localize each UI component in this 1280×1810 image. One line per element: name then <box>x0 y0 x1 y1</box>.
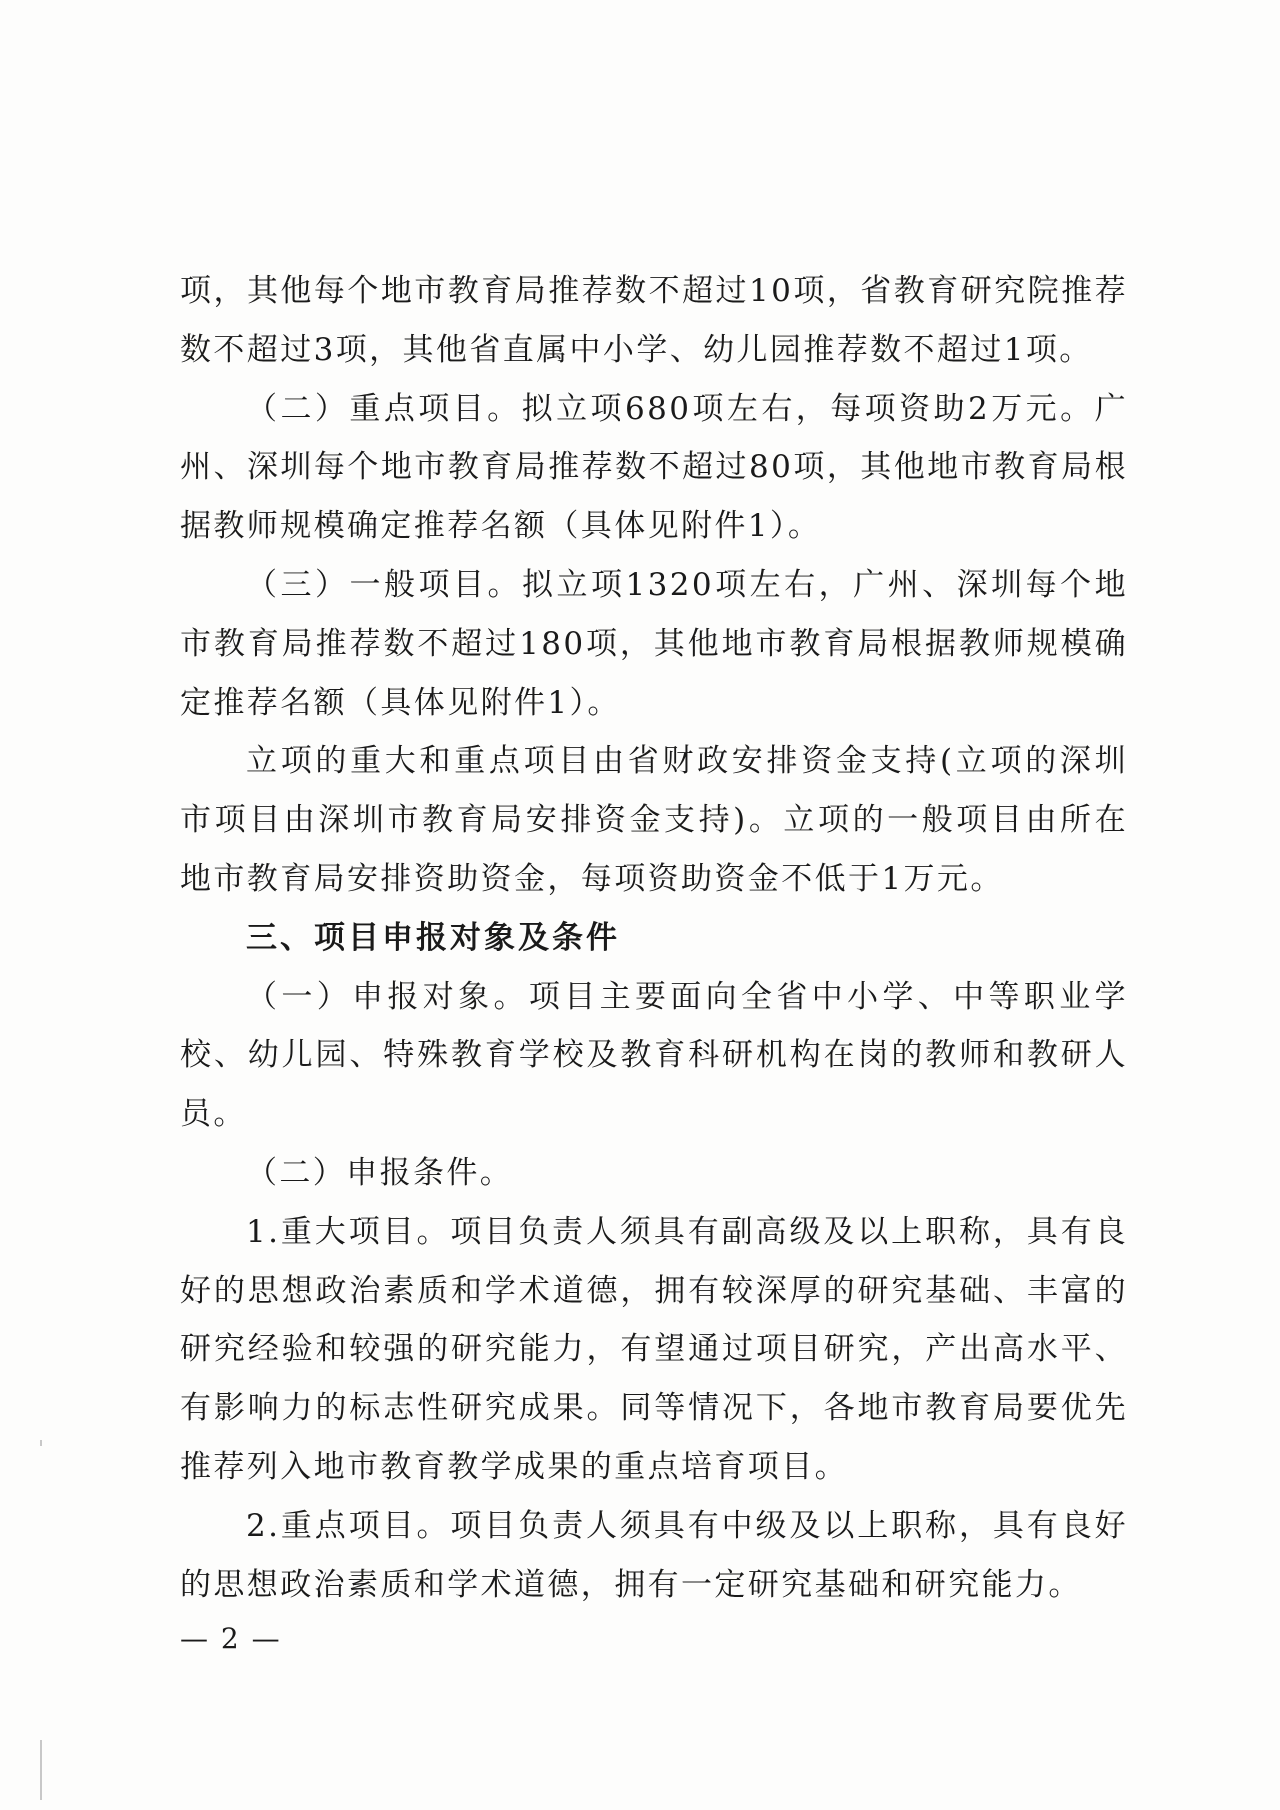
section-heading: 三、项目申报对象及条件 <box>246 919 620 956</box>
paragraph-applicants: （一）申报对象。项目主要面向全省中小学、中等职业学校、幼儿园、特殊教育学校及教育科研机构在岗的教师和教研人员。 <box>180 978 1128 1133</box>
scan-edge-mark <box>40 1440 42 1446</box>
document-body <box>180 262 1128 1614</box>
page-number: — 2 — <box>180 1622 282 1655</box>
paragraph-key-projects: （二）重点项目。拟立项680项左右，每项资助2万元。广州、深圳每个地市教育局推荐数不超过80项，其他地市教育局根据教师规模确定推荐名额（具体见附件1）。 <box>180 390 1128 545</box>
paragraph-major-project-conditions: 1.重大项目。项目负责人须具有副高级及以上职称，具有良好的思想政治素质和学术道德，拥有较深厚的研究基础、丰富的研究经验和较强的研究能力，有望通过项目研究，产出高水平、有影响力的标志性研究成果。同等情况下，各地市教育局要优先推荐列入地市教育教学成果的重点培育项目。 <box>180 1213 1128 1485</box>
paragraph-general-projects: （三）一般项目。拟立项1320项左右，广州、深圳每个地市教育局推荐数不超过180项，其他地市教育局根据教师规模确定推荐名额（具体见附件1）。 <box>180 566 1128 721</box>
paragraph-key-project-conditions: 2.重点项目。项目负责人须具有中级及以上职称，具有良好的思想政治素质和学术道德，拥有一定研究基础和研究能力。 <box>180 1507 1128 1603</box>
scan-edge-mark <box>40 1740 42 1800</box>
paragraph-conditions-heading: （二）申报条件。 <box>246 1154 514 1191</box>
paragraph-funding: 立项的重大和重点项目由省财政安排资金支持(立项的深圳市项目由深圳市教育局安排资金支持)。立项的一般项目由所在地市教育局安排资助资金，每项资助资金不低于1万元。 <box>180 743 1128 897</box>
paragraph-recommendation-limits: 项，其他每个地市教育局推荐数不超过10项，省教育研究院推荐数不超过3项，其他省直属中小学、幼儿园推荐数不超过1项。 <box>180 273 1128 368</box>
